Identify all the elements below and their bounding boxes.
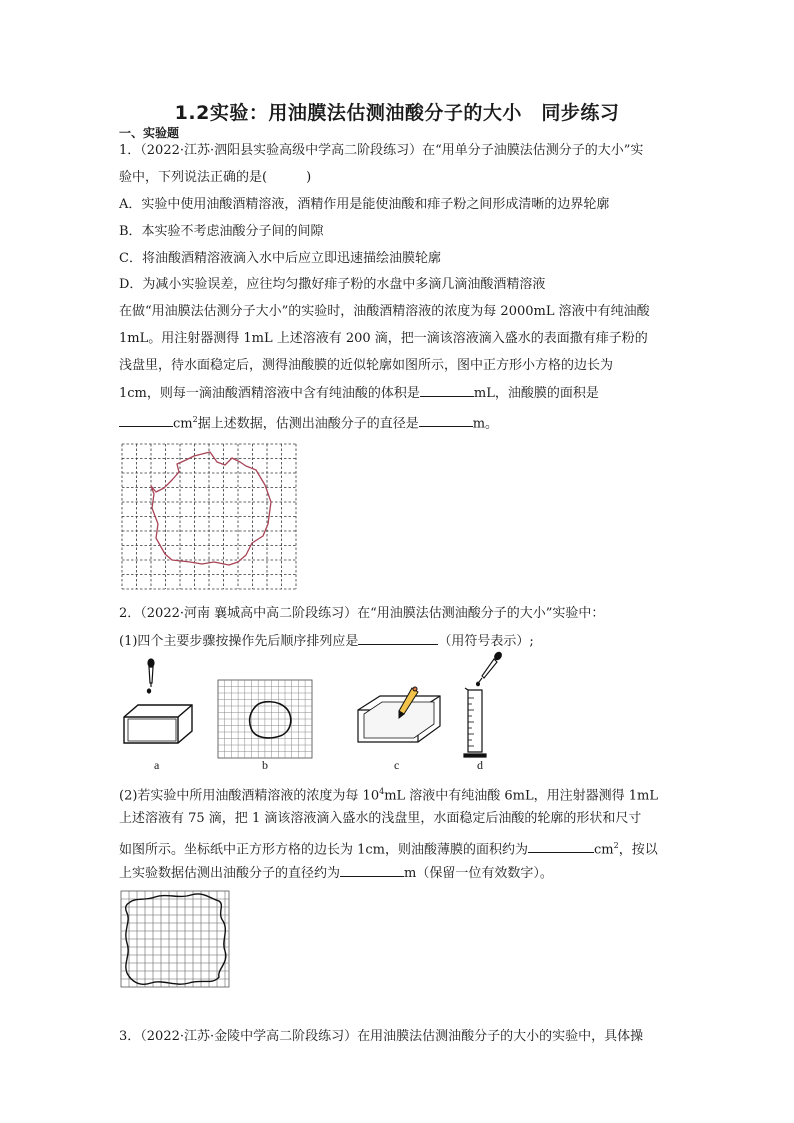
volume-answer-blank[interactable] [420,384,474,397]
p2-line2: 1mL。用注射器测得 1mL 上述溶液有 200 滴，把一滴该溶液滴入盛水的表面撒有痱子粉的 [119,331,648,346]
area-answer-blank[interactable] [119,414,173,427]
step-d-figure [456,650,506,758]
label-d: d [477,758,483,772]
q2-part2-line4-text-a: 上实验数据估测出油酸分子的直径约为 [119,866,341,881]
q2-part1 [119,632,534,651]
q2-part2-line3 [119,837,658,859]
step-c-figure [352,680,444,756]
dropper-icon [147,659,154,693]
q2-part1-text-b: （用符号表示）; [438,634,534,649]
q1-stem-line1: 1．（2022·江苏·泗阳县实验高级中学高二阶段练习）在“用单分子油膜法估测分子的大小”实 [119,143,644,158]
dropper-icon-d [477,651,503,686]
p2-line5-text-b: 据上述数据，估测出油酸分子的直径是 [197,416,419,432]
p2-line4-text-a: 1cm，则每一滴油酸酒精溶液中含有纯油酸的体积是 [119,386,420,401]
q3-stem: 3．（2022·江苏·金陵中学高二阶段练习）在用油膜法估测油酸分子的大小的实验中，具体操 [119,1029,644,1044]
q1-option-a: A．实验中使用油酸酒精溶液，酒精作用是能使油酸和痱子粉之间形成清晰的边界轮廓 [119,197,610,212]
q2-part2-line1-sup: 4 [379,787,385,796]
q2-part2-line2: 上述溶液有 75 滴，把 1 滴该溶液滴入盛水的浅盘里，水面稳定后油酸的轮廓的形状和尺寸 [119,811,642,826]
square-grid [121,891,229,987]
p2-line4 [119,384,599,403]
q1-option-b: B．本实验不考虑油酸分子间的间隙 [119,224,324,239]
label-c: c [394,758,400,772]
dashed-grid [122,444,296,589]
q2-part2-line1-text-b: mL 溶液中有纯油酸 6mL，用注射器测得 1mL [384,788,659,804]
section-heading: 一、实验题 [119,126,180,140]
q2-part2-line4-text-b: m（保留一位有效数字）。 [404,866,553,881]
label-a: a [154,758,160,772]
step-b-figure [218,680,312,758]
oil-film-outline [151,452,271,565]
p2-line5-text-c: m。 [472,416,499,432]
q2-part1-text-a: (1)四个主要步骤按操作先后顺序排列应是 [119,634,359,649]
q1-stem-line2: 验中，下列说法正确的是( ) [119,170,312,185]
fine-grid [218,680,312,758]
p2-line5-sup: 2 [192,415,198,424]
p2-line3: 浅盘里，待水面稳定后，测得油酸膜的近似轮廓如图所示，图中正方形小方格的边长为 [119,358,614,373]
graduated-cylinder-icon [464,688,486,757]
q1-option-d: D．为减小实验误差，应往均匀撒好痱子粉的水盘中多滴几滴油酸酒精溶液 [119,277,546,292]
film-area-answer-blank[interactable] [528,840,594,853]
p2-line4-text-b: mL，油酸膜的面积是 [473,386,599,401]
tray-box-icon [124,705,192,743]
diameter-answer-blank[interactable] [419,414,473,427]
molecule-diameter-answer-blank[interactable] [340,864,404,877]
oil-film-grid-figure [122,444,296,589]
order-answer-blank[interactable] [358,632,438,645]
p2-line5-unit: cm [173,416,193,432]
q2-part2-line3-sup: 2 [613,841,619,850]
q1-option-c: C．将油酸酒精溶液滴入水中后应立即迅速描绘油膜轮廓 [119,251,441,266]
page-title: 1.2实验：用油膜法估测油酸分子的大小 同步练习 [174,102,620,124]
q2-part2-line3-unit: cm [594,842,614,858]
q2-part2-line1-text-a: (2)若实验中所用油酸酒精溶液的浓度为每 10 [119,788,380,804]
irregular-film-grid-figure [121,891,229,987]
q2-part2-line4 [119,864,553,883]
p2-line5 [119,411,498,433]
p2-line1: 在做“用油膜法估测分子大小”的实验时，油酸酒精溶液的浓度为每 2000mL 溶液中有纯油酸 [119,304,650,319]
q2-part2-line1 [119,783,658,805]
q2-stem: 2．（2022·河南 襄城高中高二阶段练习）在“用油膜法估测油酸分子的大小”实验中： [119,606,605,621]
tray-glass-icon [358,696,440,742]
label-b: b [262,758,268,772]
q2-part2-line3-text: 如图所示。坐标纸中正方形方格的边长为 1cm，则油酸薄膜的面积约为 [119,842,529,858]
q2-part2-line3-end: ，按以 [618,842,658,858]
step-a-figure [118,655,198,755]
